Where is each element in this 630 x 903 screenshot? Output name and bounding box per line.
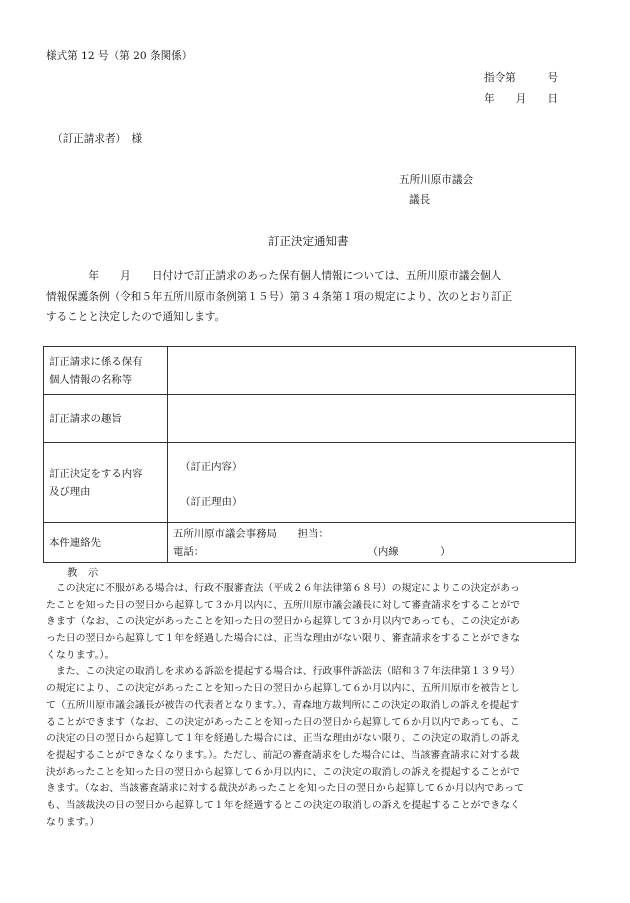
decision-table — [43, 346, 576, 563]
notice-line: この決定に不服がある場合は、行政不服審査法（平成２６年法律第６８号）の規定によりこの決定があっ — [46, 583, 520, 594]
notice-line: ることができます（なお、この決定があったことを知った日の翌日から起算して６か月以内であっても、こ — [46, 716, 520, 728]
issue-date: 年 月 日 — [484, 93, 559, 105]
notice-line: きます（なお、この決定があったことを知った日の翌日から起算して３か月以内であっても、この決定があ — [46, 616, 520, 628]
label-line: 及び理由 — [49, 485, 91, 498]
notice-line: った日の翌日から起算して１年を経過した場合には、正当な理由がない限り、審査請求をすることができな — [46, 633, 521, 645]
intro-line: 情報保護条例（令和５年五所川原市条例第１５号）第３４条第１項の規定により、次のとおり訂正 — [46, 290, 513, 303]
intro-line: 年 月 日付けで訂正請求のあった保有個人情報については、五所川原市議会個人 — [46, 270, 502, 282]
target-info-label — [44, 347, 168, 395]
contact-label: 本件連絡先 — [44, 523, 168, 563]
sender-org: 五所川原市議会 — [399, 174, 474, 186]
contact-value — [168, 523, 576, 563]
sender-title: 議長 — [409, 194, 431, 206]
notice-line: も、当該裁決の日の翌日から起算して１年を経過するとこの決定の取消しの訴えを提起することができなく — [46, 799, 521, 811]
target-info-value — [168, 347, 576, 395]
notice-line: なります。） — [46, 816, 100, 828]
correction-reason-label: （訂正理由） — [180, 495, 243, 508]
notice-line: の規定により、この決定があったことを知った日の翌日から起算して６か月以内に、五所川原市を被告とし — [46, 683, 520, 695]
request-purpose-label: 訂正請求の趣旨 — [44, 395, 168, 443]
contact-office: 五所川原市議会事務局 担当： — [173, 527, 329, 540]
document-title: 訂正決定通知書 — [268, 234, 349, 248]
notice-line: たことを知った日の翌日から起算して３か月以内に、五所川原市議会議長に対して審査請求をすることがで — [46, 599, 521, 611]
notice-line: を提起することができなくなります。）。ただし、前記の審査請求をした場合には、当該審査請求に対する裁 — [46, 749, 520, 761]
label-line: 個人情報の名称等 — [49, 373, 133, 386]
contact-phone: 電話： — [173, 545, 205, 558]
notice-line: くなります。）。 — [46, 649, 115, 661]
intro-line: することと決定したので通知します。 — [46, 311, 226, 323]
contact-extension: （内線 ） — [367, 545, 451, 558]
label-line: 訂正決定をする内容 — [49, 467, 143, 480]
correction-content-label: （訂正内容） — [180, 460, 243, 473]
table-row — [44, 443, 576, 523]
label-line: 訂正請求に係る保有 — [49, 355, 143, 368]
request-purpose-value — [168, 395, 576, 443]
notice-body — [46, 581, 586, 831]
table-row — [44, 523, 576, 563]
notice-heading: 教 示 — [67, 567, 99, 579]
decision-content-value — [168, 443, 576, 523]
table-row — [44, 347, 576, 395]
notice-line: また、この決定の取消しを求める訴訟を提起する場合は、行政事件訴訟法（昭和３７年法律第１３９号） — [46, 666, 521, 678]
decision-content-label — [44, 443, 168, 523]
contact-phone-row — [173, 543, 575, 561]
notice-line: て（五所川原市議会議長が被告の代表者となります。）、青森地方裁判所にこの決定の取消しの訴えを提起す — [46, 699, 520, 711]
reference-number: 指令第 号 — [484, 72, 559, 84]
form-number: 様式第 12 号（第 20 条関係） — [46, 50, 193, 62]
notice-line: きます。（なお、当該審査請求に対する裁決があったことを知った日の翌日から起算して６か月以内であって — [46, 783, 524, 795]
intro-paragraph — [46, 266, 586, 328]
recipient: （訂正請求者） 様 — [52, 133, 143, 145]
notice-line: の決定の日の翌日から起算して１年を経過した場合には、正当な理由がない限り、この決定の取消しの訴え — [46, 733, 521, 745]
notice-line: 決があったことを知った日の翌日から起算して６か月以内に、この決定の取消しの訴えを提起することがで — [46, 766, 520, 778]
table-row — [44, 395, 576, 443]
